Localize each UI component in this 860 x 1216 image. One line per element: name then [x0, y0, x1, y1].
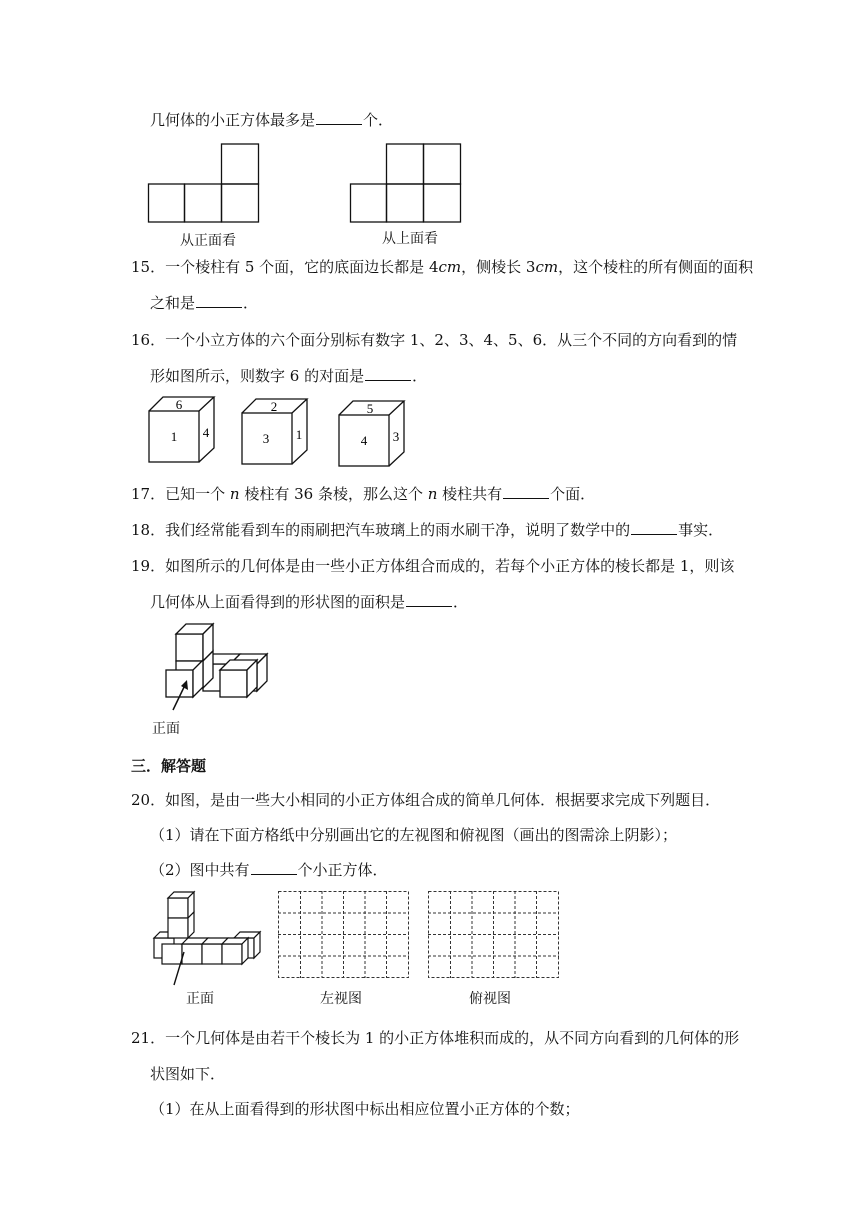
- question-21-line2: 状图如下．: [150, 1065, 226, 1083]
- cube-side-number: 4: [202, 425, 210, 440]
- cube-top-number: 6: [175, 397, 183, 412]
- cube-side-number: 1: [295, 427, 303, 442]
- left-view-caption: 左视图: [320, 991, 362, 1007]
- question-16: 16．一个小立方体的六个面分别标有数字 1、2、3、4、5、6．从三个不同的方向看到的情: [131, 331, 738, 349]
- dice-cube-1: [148, 396, 218, 464]
- top-view-caption: 从上面看: [382, 231, 438, 247]
- question-15: 15．一个棱柱有 5 个面，它的底面边长都是 4cm，侧棱长 3cm，这个棱柱的所有侧面的面积: [131, 258, 754, 276]
- question-16-line2: 形如图所示，则数字 6 的对面是 ．: [150, 367, 428, 385]
- dice-cube-2: [241, 398, 311, 466]
- front-view-caption: 从正面看: [180, 233, 236, 249]
- question-19: 19．如图所示的几何体是由一些小正方体组合而成的，若每个小正方体的棱长都是 1，则该: [131, 557, 735, 575]
- cube-top-number: 5: [366, 401, 374, 416]
- cube-stack-figure-20: [146, 888, 268, 988]
- top-view-figure: [350, 143, 462, 223]
- cube-top-number: 2: [270, 399, 278, 414]
- answer-blank[interactable]: [365, 366, 411, 381]
- answer-blank[interactable]: [631, 520, 677, 535]
- section-heading: 三．解答题: [131, 757, 207, 775]
- q14-tail: 几何体的小正方体最多是 个．: [150, 111, 394, 129]
- answer-blank[interactable]: [316, 110, 362, 125]
- answer-blank[interactable]: [196, 293, 242, 308]
- question-15-line2: 之和是 ．: [150, 294, 259, 312]
- top-view-grid[interactable]: [428, 891, 560, 979]
- question-19-line2: 几何体从上面看得到的形状图的面积是 ．: [150, 593, 469, 611]
- question-20: 20．如图，是由一些大小相同的小正方体组合成的简单几何体．根据要求完成下列题目．: [131, 791, 721, 809]
- dice-cube-3: [338, 400, 408, 468]
- question-20-sub1: （1）请在下面方格纸中分别画出它的左视图和俯视图（画出的图需涂上阴影）；: [150, 826, 678, 844]
- question-18: 18．我们经常能看到车的雨刷把汽车玻璃上的雨水刷干净，说明了数学中的 事实．: [131, 521, 724, 539]
- front-label-19: 正面: [152, 721, 180, 737]
- question-21-sub1: （1）在从上面看得到的形状图中标出相应位置小正方体的个数；: [150, 1100, 580, 1118]
- question-20-sub2: （2）图中共有 个小正方体．: [150, 861, 388, 879]
- left-view-grid[interactable]: [278, 891, 410, 979]
- answer-blank[interactable]: [503, 484, 549, 499]
- front-label-20: 正面: [186, 991, 214, 1007]
- answer-blank[interactable]: [406, 592, 452, 607]
- cube-front-number: 1: [170, 429, 178, 444]
- cube-stack-figure-19: [150, 624, 275, 716]
- top-view-caption-20: 俯视图: [469, 991, 511, 1007]
- cube-front-number: 3: [262, 431, 270, 446]
- front-view-figure: [148, 143, 260, 223]
- cube-front-number: 4: [360, 433, 368, 448]
- question-21: 21．一个几何体是由若干个棱长为 1 的小正方体堆积而成的，从不同方向看到的几何体的形: [131, 1029, 740, 1047]
- question-17: 17．已知一个 n 棱柱有 36 条棱，那么这个 n 棱柱共有 个面．: [131, 485, 596, 503]
- answer-blank[interactable]: [251, 860, 297, 875]
- cube-side-number: 3: [392, 429, 400, 444]
